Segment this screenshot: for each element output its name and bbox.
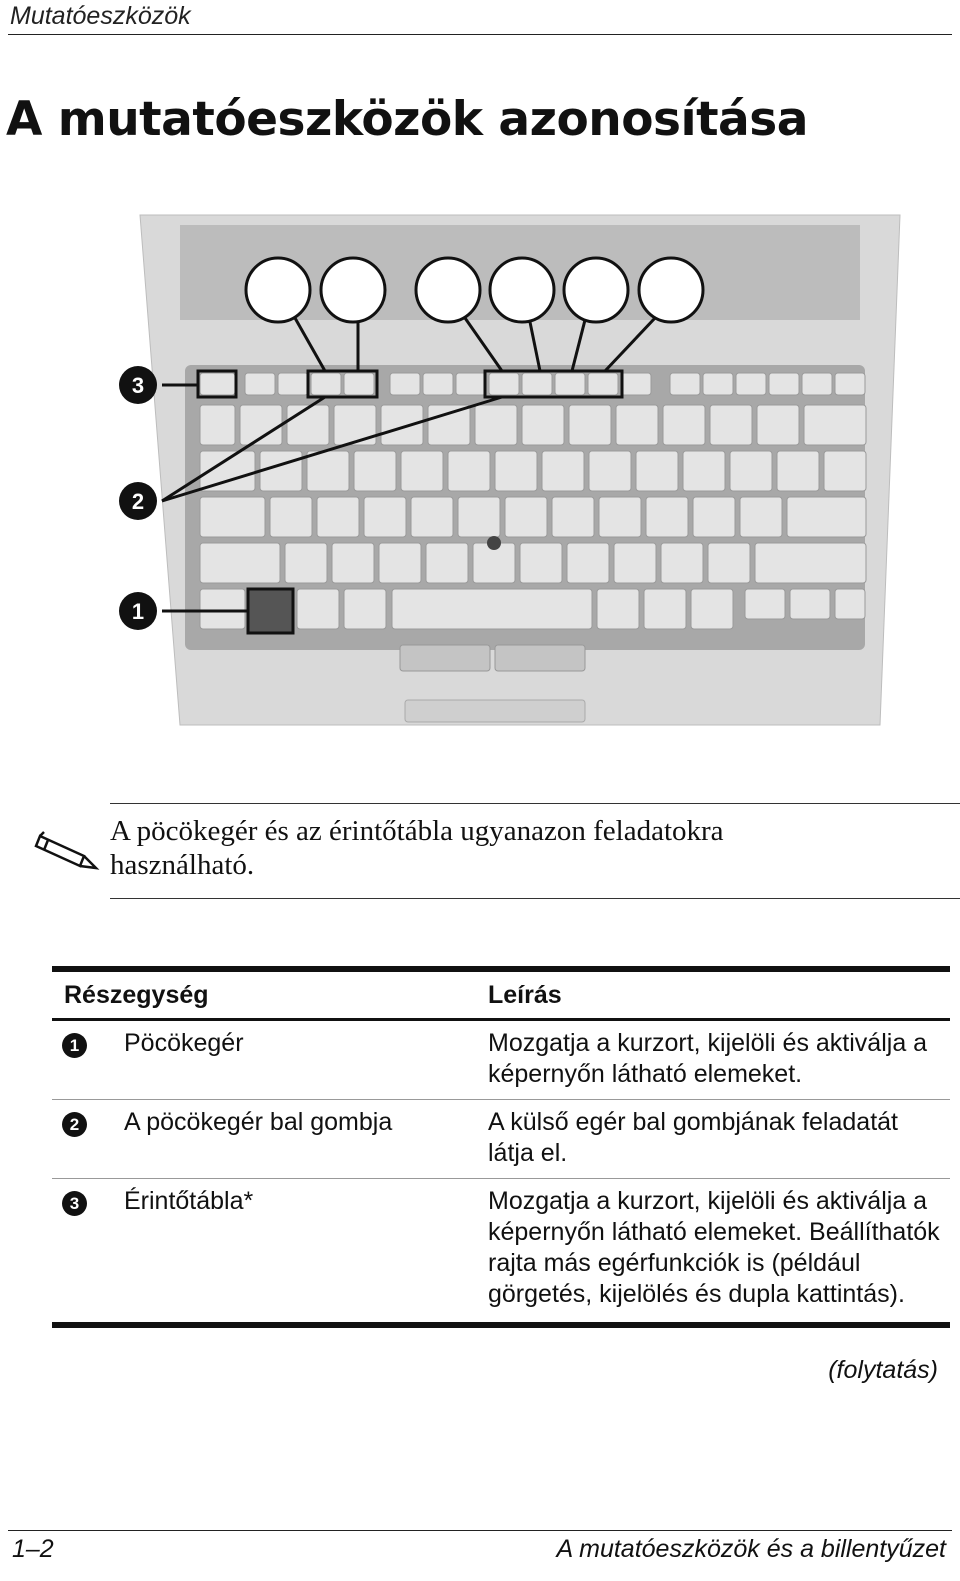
row-description: A külső egér bal gombjának feladatát látja el. (488, 1108, 898, 1167)
page-number: 1–2 (12, 1535, 54, 1563)
svg-text:3: 3 (131, 373, 145, 398)
note-rule-top (110, 803, 960, 804)
note-text: A pöcökegér és az érintőtábla ugyanazon feladatokra használható. (110, 815, 724, 881)
components-table (52, 966, 950, 1328)
row-description: Mozgatja a kurzort, kijelöli és aktiválja a képernyőn látható elemeket. Beállíthatók rajta más egérfunkciók is (például görgetés, kijelölés és dupla kattintás). (488, 1187, 940, 1308)
continued-label: (folytatás) (828, 1356, 938, 1384)
row-part: Pöcökegér (124, 1029, 244, 1057)
table-row (52, 1021, 950, 1100)
callout-3 (119, 366, 157, 404)
row-description: Mozgatja a kurzort, kijelöli és aktiválja a képernyőn látható elemeket. (488, 1029, 928, 1088)
svg-text:1: 1 (131, 599, 145, 624)
header-rule (8, 34, 952, 35)
table-header (52, 972, 950, 1021)
header-description: Leírás (488, 980, 562, 1009)
running-header: Mutatóeszközök (10, 2, 191, 30)
svg-text:2: 2 (131, 489, 145, 514)
row-number-badge: 3 (62, 1191, 87, 1216)
page-title: A mutatóeszközök azonosítása (6, 92, 808, 147)
table-row (52, 1179, 950, 1328)
keyboard-illustration (110, 205, 910, 735)
note-rule-bottom (110, 898, 960, 899)
footer-title: A mutatóeszközök és a billentyűzet (556, 1535, 946, 1563)
row-number-badge: 1 (62, 1033, 87, 1058)
pencil-note-icon (34, 822, 100, 872)
row-part: Érintőtábla* (124, 1187, 254, 1215)
callout-2 (119, 482, 157, 520)
row-part: A pöcökegér bal gombja (124, 1108, 393, 1136)
header-part: Részegység (64, 980, 209, 1009)
callout-1 (119, 592, 157, 630)
row-number-badge: 2 (62, 1112, 87, 1137)
footer-rule (8, 1530, 952, 1531)
table-row (52, 1100, 950, 1179)
